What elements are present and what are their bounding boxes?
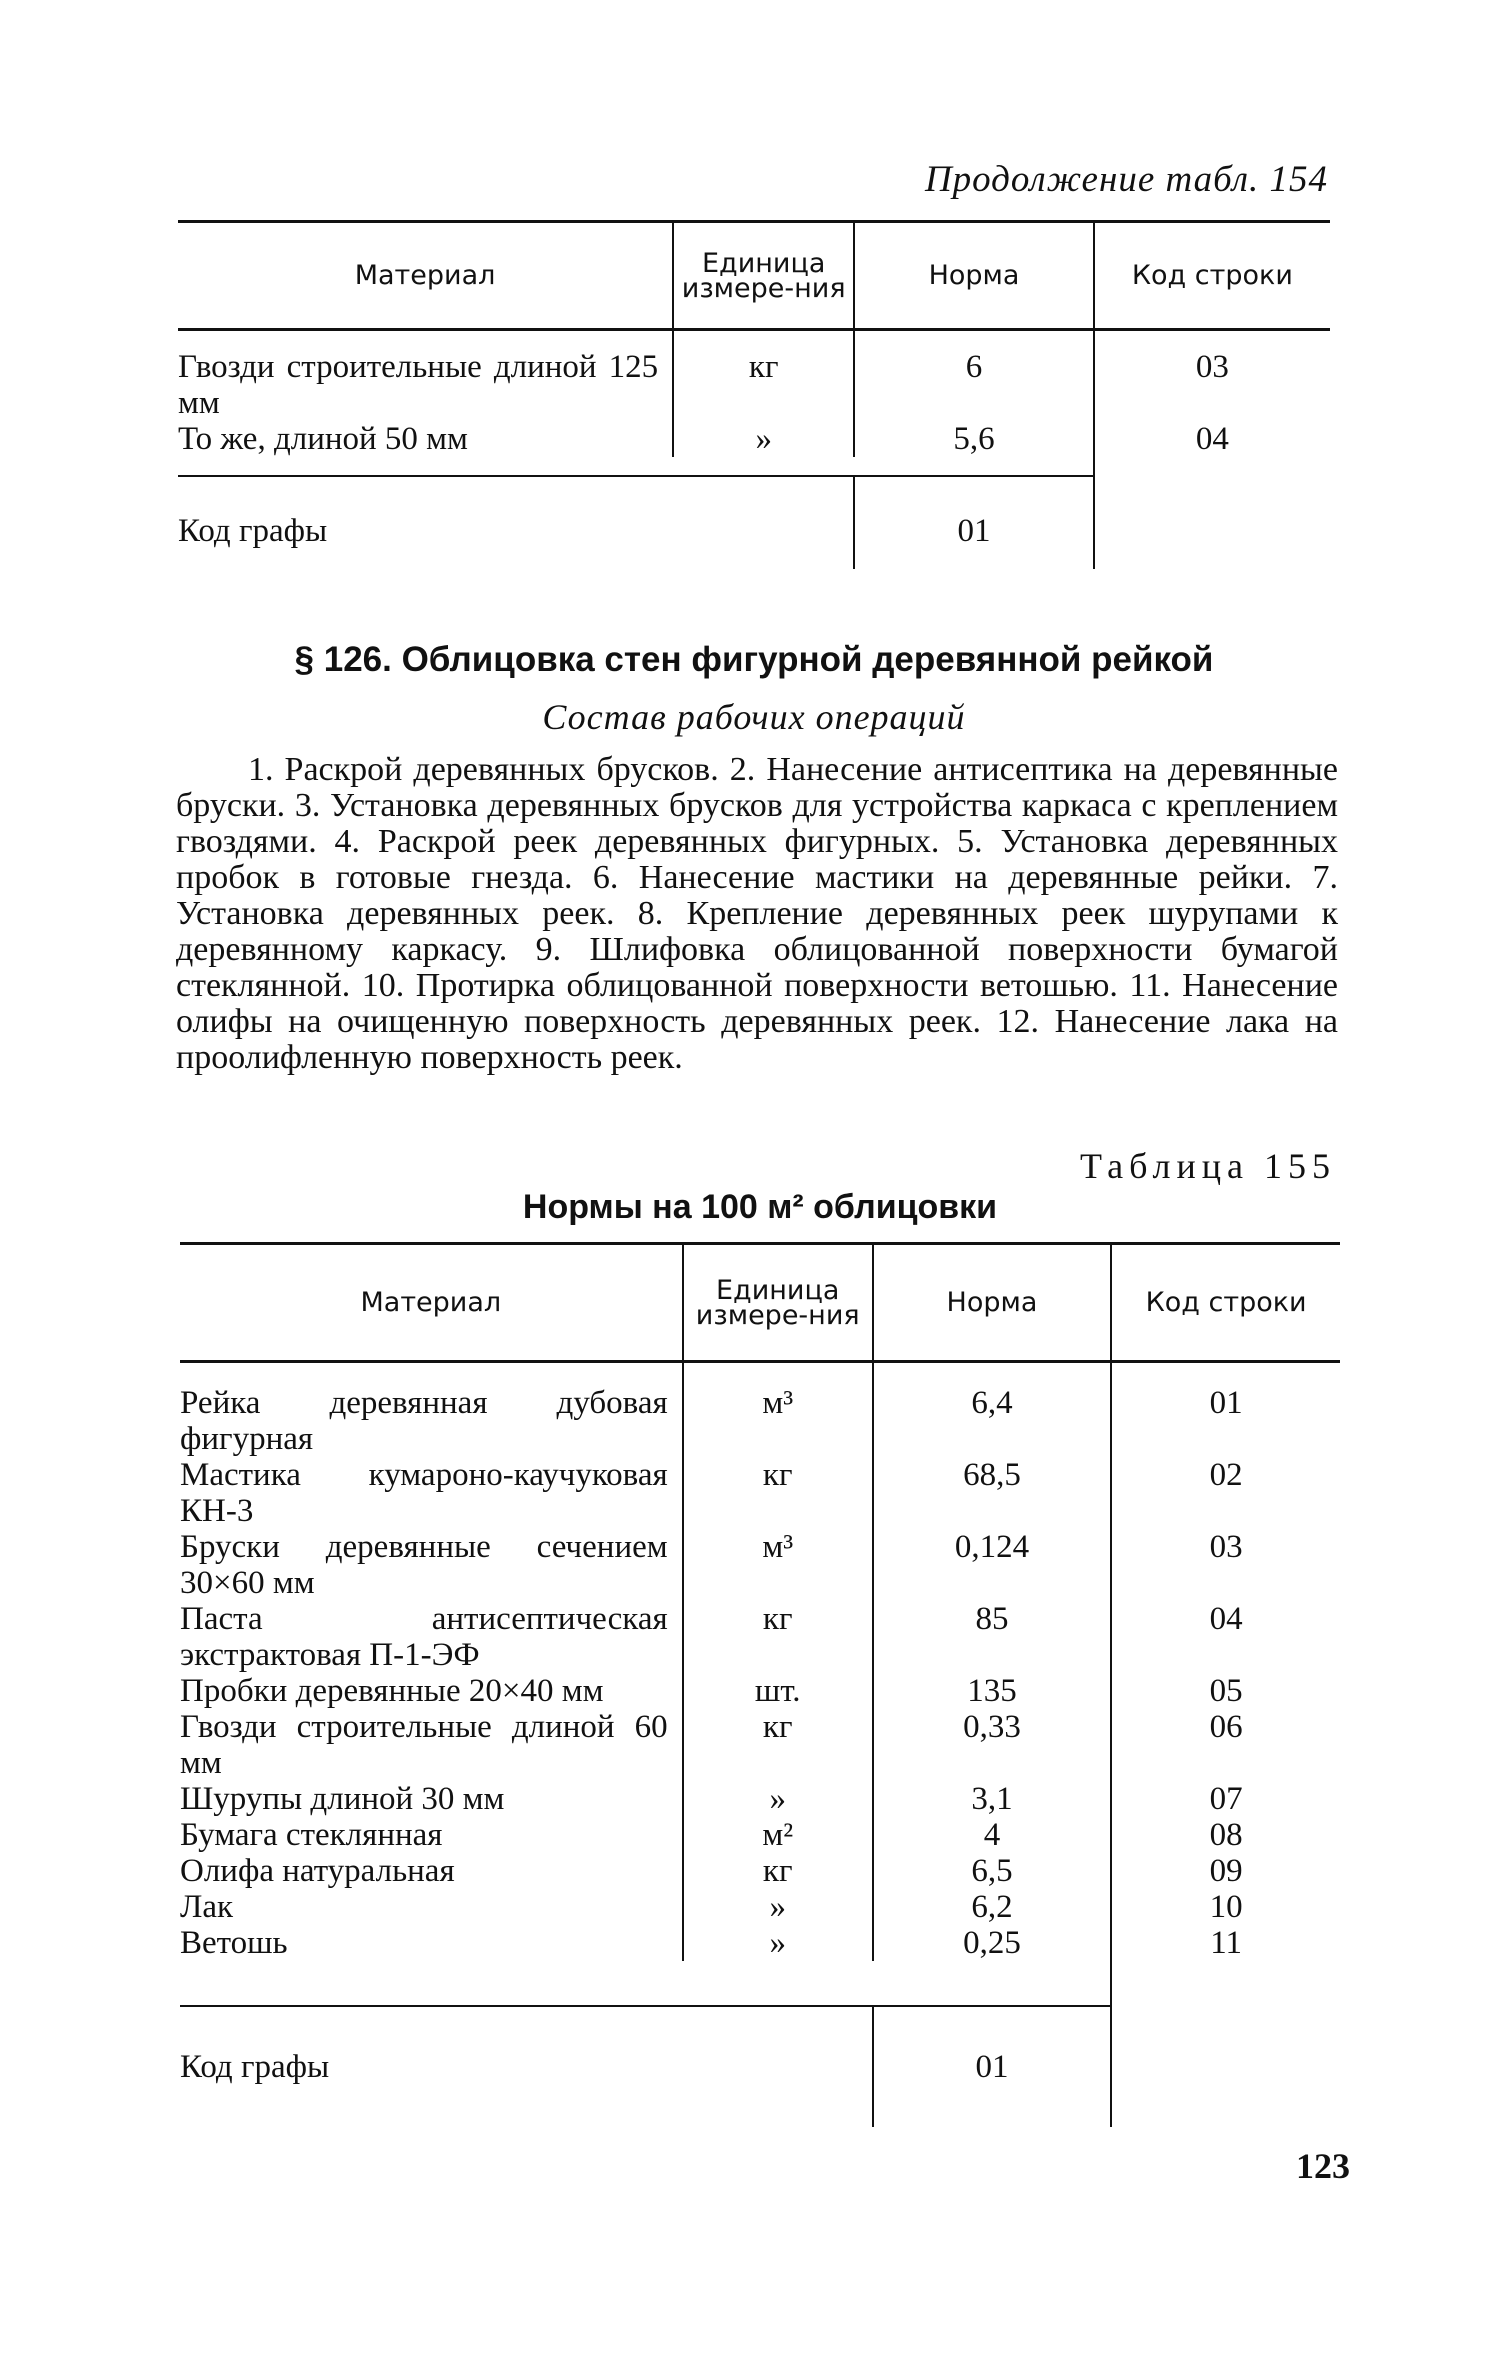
row-unit: » [683,1925,873,1961]
table-row [180,1601,1340,1673]
row-unit: шт. [683,1673,873,1709]
row-norm: 5,6 [854,421,1093,457]
row-unit: кг [683,1853,873,1889]
row-unit: кг [683,1457,873,1529]
row-norm: 6,4 [873,1385,1111,1457]
table-row [178,421,1330,457]
footer-value: 01 [873,2006,1111,2127]
operations-title: Состав рабочих операций [542,697,966,737]
row-material: Ветошь [180,1925,288,1961]
row-code: 03 [1111,1529,1340,1601]
continuation-caption: Продолжение табл. 154 [924,159,1328,200]
row-code: 08 [1111,1817,1340,1853]
row-material: Мастика кумароно-каучуковая КН-3 [180,1457,668,1529]
table-header-row [180,1244,1340,1362]
row-code: 03 [1094,349,1330,421]
row-material: Рейка деревянная дубовая фигурная [180,1385,668,1457]
table-155 [180,1242,1340,2127]
row-material: Шурупы длиной 30 мм [180,1781,505,1817]
header-code: Код строки [1111,1244,1340,1362]
row-unit: кг [683,1709,873,1781]
row-unit: » [683,1781,873,1817]
table-row [178,349,1330,421]
row-material: Гвозди строительные длиной 125 мм [178,349,659,421]
row-norm: 135 [873,1673,1111,1709]
row-unit: м³ [683,1529,873,1601]
row-material: Лак [180,1889,234,1925]
row-material: Бумага стеклянная [180,1817,443,1853]
row-norm: 6 [854,349,1093,421]
row-norm: 6,2 [873,1889,1111,1925]
row-norm: 0,33 [873,1709,1111,1781]
row-material: То же, длиной 50 мм [178,421,468,457]
table-154 [178,220,1330,569]
header-unit: Единица измере-ния [673,222,854,330]
row-material: Гвозди строительные длиной 60 мм [180,1709,668,1781]
row-code: 10 [1111,1889,1340,1925]
table-footer-row [178,476,1330,569]
row-material: Олифа натуральная [180,1853,455,1889]
row-norm: 4 [873,1817,1111,1853]
row-norm: 6,5 [873,1853,1111,1889]
row-material: Бруски деревянные сечением 30×60 мм [180,1529,668,1601]
row-norm: 85 [873,1601,1111,1673]
table-row [180,1889,1340,1925]
table-row [180,1817,1340,1853]
section-title: § 126. Облицовка стен фигурной деревянной рейкой [294,640,1214,679]
row-code: 02 [1111,1457,1340,1529]
row-unit: м² [683,1817,873,1853]
row-norm: 0,25 [873,1925,1111,1961]
row-norm: 68,5 [873,1457,1111,1529]
header-norm: Норма [854,222,1093,330]
table-row [180,1673,1340,1709]
row-code: 07 [1111,1781,1340,1817]
row-unit: » [673,421,854,457]
footer-value: 01 [854,476,1093,569]
table-row [180,1385,1340,1457]
table-row [180,1925,1340,1961]
row-norm: 0,124 [873,1529,1111,1601]
footer-label: Код графы [180,2049,330,2085]
header-material: Материал [178,222,673,330]
row-code: 04 [1111,1601,1340,1673]
operations-text: 1. Раскрой деревянных брусков. 2. Нанесение антисептика на деревянные бруски. 3. Установка деревянных брусков для устройства каркаса с креплением гвоздями. 4. Раскрой реек деревянных фигурных. 5. Установка деревянных пробок в готовые гнезда. 6. Нанесение мастики на деревянные рейки. 7. Установка деревянных реек. 8. Крепление деревянных реек шурупами к деревянному каркасу. 9. Шлифовка облицованной поверхности бумагой стеклянной. 10. Протирка облицованной поверхности ветошью. 11. Нанесение олифы на очищенную поверхность деревянных реек. 12. Нанесение лака на проолифленную поверхность реек. [176,751,1338,1076]
table-footer-row [180,2006,1340,2127]
row-unit: кг [673,349,854,421]
header-material: Материал [180,1244,683,1362]
row-unit: кг [683,1601,873,1673]
row-code: 11 [1111,1925,1340,1961]
row-unit: м³ [683,1385,873,1457]
row-unit: » [683,1889,873,1925]
row-code: 04 [1094,421,1330,457]
row-code: 06 [1111,1709,1340,1781]
row-material: Паста антисептическая экстрактовая П-1-ЭФ [180,1601,668,1673]
table-row [180,1457,1340,1529]
row-norm: 3,1 [873,1781,1111,1817]
table-header-row [178,222,1330,330]
row-code: 09 [1111,1853,1340,1889]
page-number: 123 [1296,2146,1350,2186]
footer-label: Код графы [178,513,328,549]
table-row [180,1529,1340,1601]
table-label: Таблица 155 [1080,1146,1336,1186]
header-norm: Норма [873,1244,1111,1362]
row-material: Пробки деревянные 20×40 мм [180,1673,604,1709]
header-code: Код строки [1094,222,1330,330]
table-row [180,1709,1340,1781]
row-code: 05 [1111,1673,1340,1709]
table-title: Нормы на 100 м² облицовки [522,1188,998,1226]
row-code: 01 [1111,1385,1340,1457]
table-row [180,1853,1340,1889]
header-unit: Единица измере-ния [683,1244,873,1362]
table-row [180,1781,1340,1817]
